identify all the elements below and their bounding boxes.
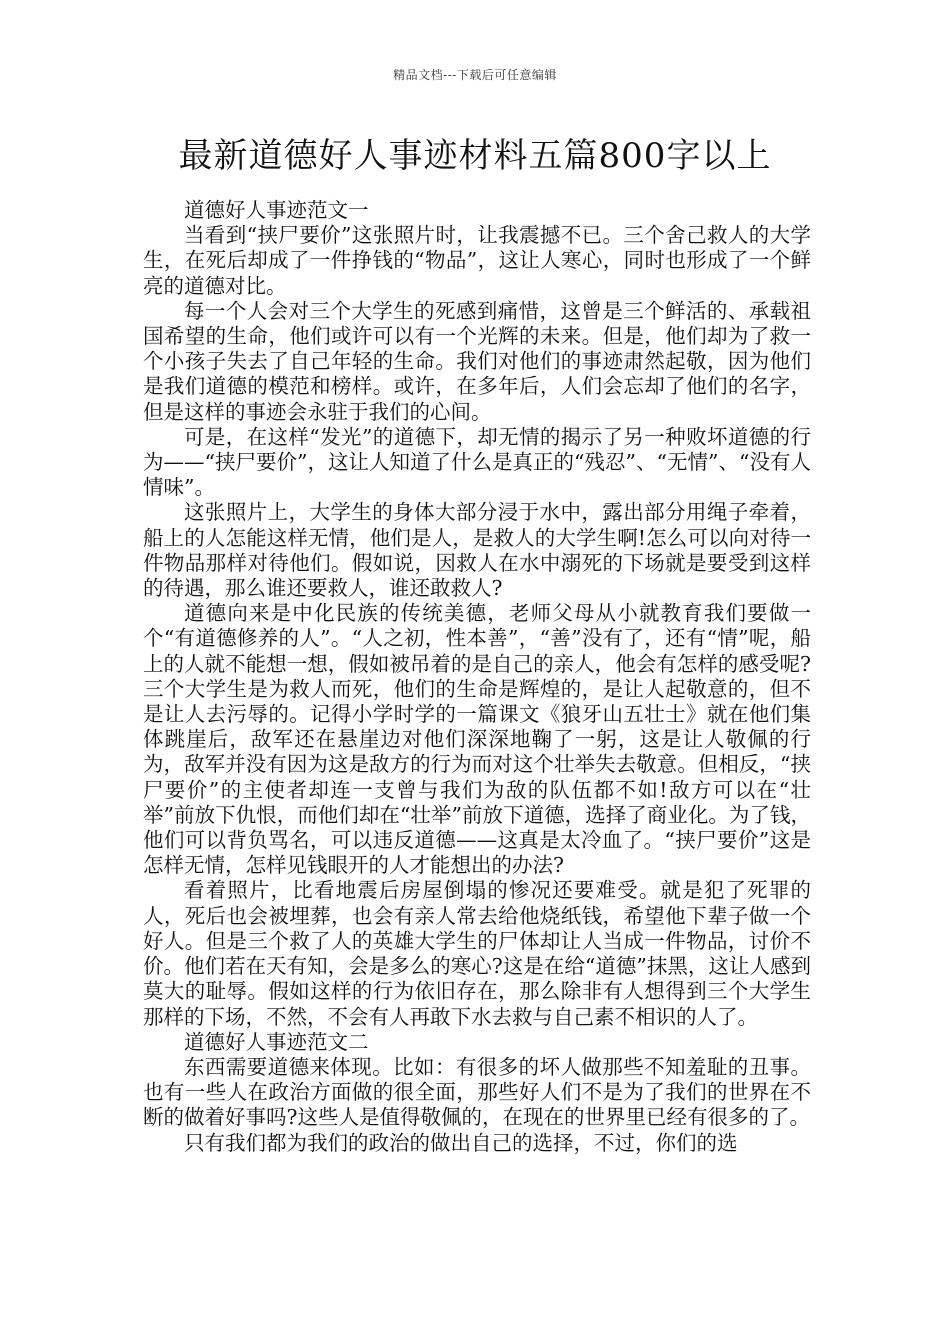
- section-heading: 道德好人事迹范文一: [184, 198, 369, 222]
- paragraph: 东西需要道德来体现。比如：有很多的坏人做那些不知羞耻的丑事。也有一些人在政治方面做的很全面，那些好人们不是为了我们的世界在不断的做着好事吗?这些人是值得敬佩的，在现在的世界里已经有很多的了。: [143, 1054, 811, 1130]
- paragraph: 这张照片上，大学生的身体大部分浸于水中，露出部分用绳子牵着，船上的人怎能这样无情，他们是人，是救人的大学生啊!怎么可以向对待一件物品那样对待他们。假如说，因救人在水中溺死的下场就是要受到这样的待遇，那么谁还要救人，谁还敢救人?: [143, 500, 811, 601]
- paragraph: 当看到“挟尸要价”这张照片时，让我震撼不已。三个舍己救人的大学生，在死后却成了一件挣钱的“物品”，这让人寒心，同时也形成了一个鲜亮的道德对比。: [143, 223, 811, 298]
- header-note: 精品文档---下载后可任意编辑: [393, 68, 557, 82]
- paragraph: 只有我们都为我们的政治的做出自己的选择，不过，你们的选: [184, 1130, 738, 1155]
- document-title: 最新道德好人事迹材料五篇800字以上: [178, 136, 772, 176]
- document-body: [143, 198, 811, 1156]
- paragraph: 道德向来是中化民族的传统美德，老师父母从小就教育我们要做一个“有道德修养的人”。“人之初，性本善”，“善”没有了，还有“情”呢，船上的人就不能想一想，假如被吊着的是自己的亲人，他会有怎样的感受呢?三个大学生是为救人而死，他们的生命是辉煌的，是让人起敬意的，但不是让人去污辱的。记得小学时学的一篇课文《狼牙山五壮士》就在他们集体跳崖后，敌军还在悬崖边对他们深深地鞠了一躬，这是让人敬佩的行为，敌军并没有因为这是敌方的行为而对这个壮举失去敬意。但相反，“挟尸要价”的主使者却连一支曾与我们为敌的队伍都不如!敌方可以在“壮举”前放下仇恨，而他们却在“壮举”前放下道德，选择了商业化。为了钱，他们可以背负骂名，可以违反道德——这真是太冷血了。“挟尸要价”这是怎样无情，怎样见钱眼开的人才能想出的办法?: [143, 601, 811, 878]
- paragraph: 可是，在这样“发光”的道德下，却无情的揭示了另一种败坏道德的行为——“挟尸要价”，这让人知道了什么是真正的“残忍”、“无情”、“没有人情味”。: [143, 424, 811, 500]
- paragraph: 每一个人会对三个大学生的死感到痛惜，这曾是三个鲜活的、承载祖国希望的生命，他们或许可以有一个光辉的未来。但是，他们却为了救一个小孩子失去了自己年轻的生命。我们对他们的事迹肃然起敬，因为他们是我们道德的模范和榜样。或许，在多年后，人们会忘却了他们的名字，但是这样的事迹会永驻于我们的心间。: [143, 298, 811, 424]
- paragraph: 看着照片，比看地震后房屋倒塌的惨况还要难受。就是犯了死罪的人，死后也会被埋葬，也会有亲人常去给他烧纸钱，希望他下辈子做一个好人。但是三个救了人的英雄大学生的尸体却让人当成一件物品，讨价不价。他们若在天有知，会是多么的寒心?这是在给“道德”抹黑，这让人感到莫大的耻辱。假如这样的行为依旧存在，那么除非有人想得到三个大学生那样的下场，不然，不会有人再敢下水去救与自己素不相识的人了。: [143, 878, 811, 1029]
- section-heading: 道德好人事迹范文二: [184, 1029, 369, 1054]
